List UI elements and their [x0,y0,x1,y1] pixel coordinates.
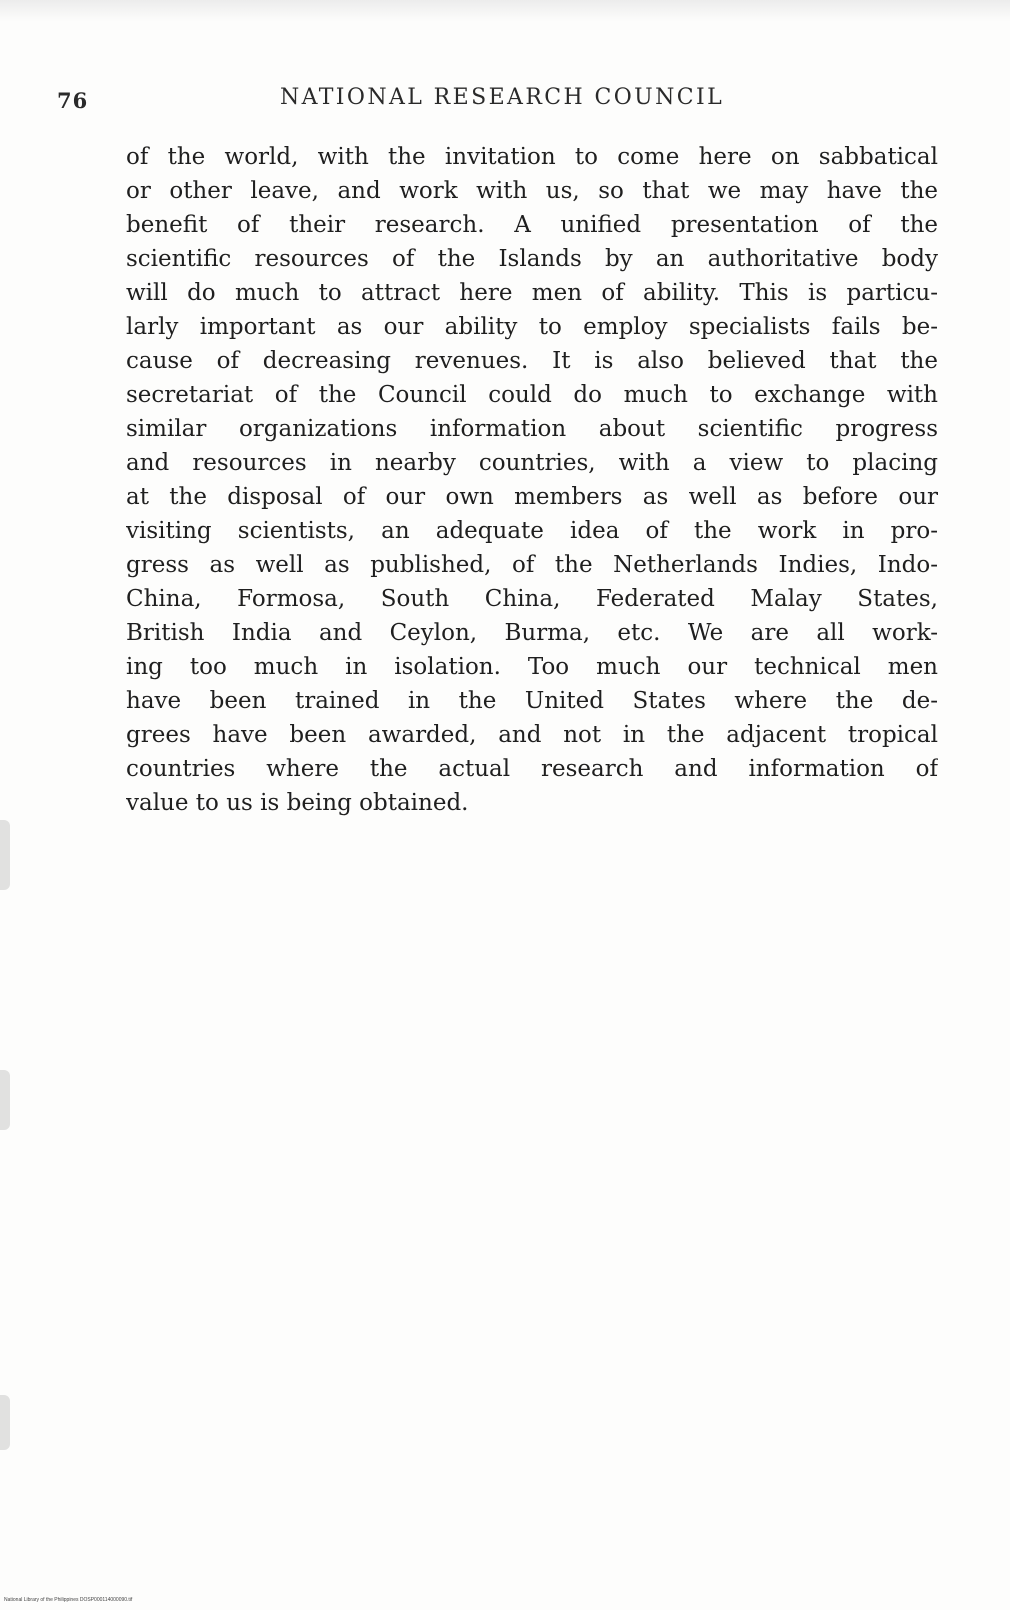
scan-top-shadow [0,0,1010,22]
body-paragraph [126,140,938,820]
text-line: similar organizations information about scientific progress [126,416,938,442]
text-line: at the disposal of our own members as well as before our [126,484,938,510]
text-line: of the world, with the invitation to come here on sabbatical [126,144,938,170]
text-line: cause of decreasing revenues. It is also believed that the [126,348,938,374]
scan-edge-mark [0,820,10,890]
text-line: grees have been awarded, and not in the adjacent tropical [126,722,938,748]
text-line: or other leave, and work with us, so that we may have the [126,178,938,204]
text-line: larly important as our ability to employ specialists fails be- [126,314,938,340]
text-line: and resources in nearby countries, with a view to placing [126,450,938,476]
text-line: China, Formosa, South China, Federated Malay States, [126,586,938,612]
scan-edge-mark [0,1070,10,1130]
text-line: benefit of their research. A unified presentation of the [126,212,938,238]
scan-footer: National Library of the Philippines DOSP000114000090.tif [4,1597,133,1603]
scan-edge-mark [0,1395,10,1450]
text-line: gress as well as published, of the Netherlands Indies, Indo- [126,552,938,578]
text-line: secretariat of the Council could do much to exchange with [126,382,938,408]
text-line: value to us is being obtained. [126,790,469,816]
text-line: visiting scientists, an adequate idea of the work in pro- [126,518,938,544]
text-line: countries where the actual research and information of [126,756,938,782]
text-line: ing too much in isolation. Too much our technical men [126,654,938,680]
page-header [0,78,1010,118]
running-head: NATIONAL RESEARCH COUNCIL [280,85,725,110]
text-line: will do much to attract here men of ability. This is particu- [126,280,938,306]
text-line: British India and Ceylon, Burma, etc. We are all work- [126,620,938,646]
text-line: scientific resources of the Islands by an authoritative body [126,246,938,272]
page-number: 76 [57,88,89,113]
text-line: have been trained in the United States where the de- [126,688,938,714]
